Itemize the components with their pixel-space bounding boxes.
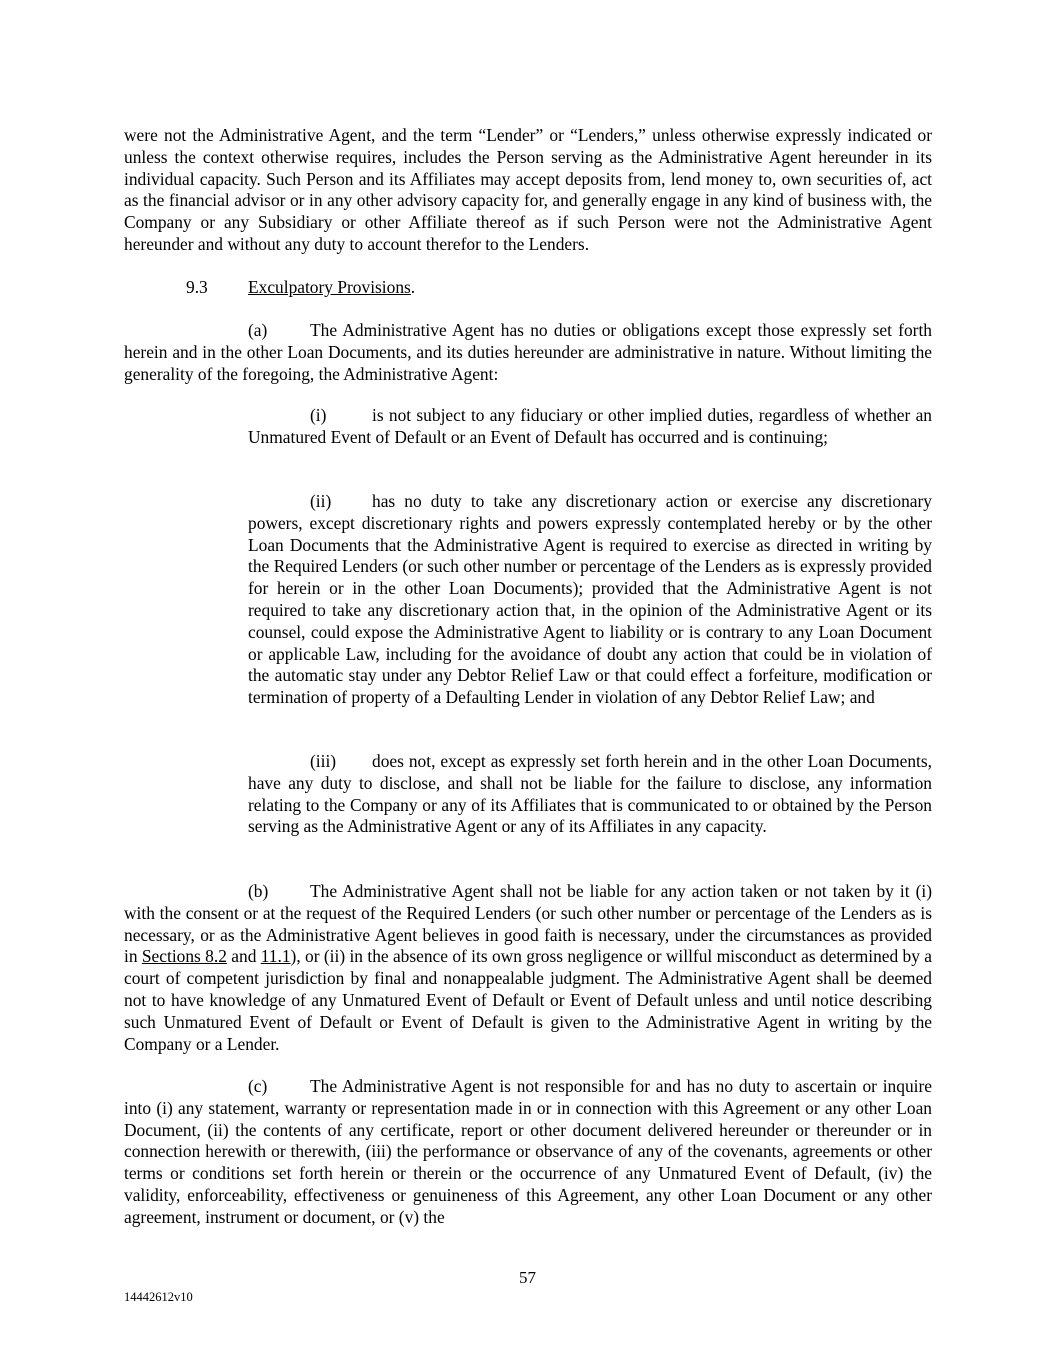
paragraph-b-label: (b) (248, 881, 269, 901)
paragraph-a-i-label: (i) (310, 405, 327, 425)
paragraph-b-text-2: and (226, 946, 261, 967)
paragraph-a-i (248, 405, 932, 449)
section-heading (124, 277, 415, 299)
cross-reference-11-1: 11.1 (260, 946, 291, 967)
paragraph-a-label: (a) (248, 320, 268, 340)
paragraph-a-ii (248, 491, 932, 709)
paragraph-c (124, 1076, 932, 1229)
section-number: 9.3 (186, 277, 208, 297)
paragraph-a-iii-text: does not, except as expressly set forth herein and in the other Loan Documents, have any duty to disclose, and shall not be liable for the failure to disclose, any information relating to the Company or any of its Affiliates that is communicated to or obtained by the Person serving as the Administrative Agent or any of its Affiliates in any capacity. (248, 751, 932, 837)
page-number: 57 (519, 1268, 536, 1287)
intro-paragraph: were not the Administrative Agent, and the term “Lender” or “Lenders,” unless otherwise expressly indicated or unless the context otherwise requires, includes the Person serving as the Administrative Agent hereunder in its individual capacity. Such Person and its Affiliates may accept deposits from, lend money to, own securities of, act as the financial advisor or in any other advisory capacity for, and generally engage in any kind of business with, the Company or any Subsidiary or other Affiliate thereof as if such Person were not the Administrative Agent hereunder and without any duty to account therefor to the Lenders. (124, 125, 932, 254)
paragraph-c-label: (c) (248, 1076, 268, 1096)
section-title-suffix: . (410, 277, 416, 297)
paragraph-b-text-1: The Administrative Agent shall not be liable for any action taken or not taken by it (i) with the consent or at the request of the Required Lenders (or such other number or percentage of the Lenders as is necessary, or as the Administrative Agent believes in good faith is necessary, under the circumstances as provided in (124, 881, 932, 967)
paragraph-a-ii-text: has no duty to take any discretionary action or exercise any discretionary powers, except discretionary rights and powers expressly contemplated hereby or by the other Loan Documents that the Administrative Agent is required to exercise as directed in writing by the Required Lenders (or such other number or percentage of the Lenders as is expressly provided for herein or in the other Loan Documents); provided that the Administrative Agent is not required to take any discretionary action that, in the opinion of the Administrative Agent or its counsel, could expose the Administrative Agent to liability or is contrary to any Loan Document or applicable Law, including for the avoidance of doubt any action that could be in violation of the automatic stay under any Debtor Relief Law or that could effect a forfeiture, modification or termination of property of a Defaulting Lender in violation of any Debtor Relief Law; and (248, 491, 932, 708)
paragraph-a-ii-label: (ii) (310, 491, 332, 511)
paragraph-c-text: The Administrative Agent is not responsible for and has no duty to ascertain or inquire into (i) any statement, warranty or representation made in or in connection with this Agreement or any other Loan Document, (ii) the contents of any certificate, report or other document delivered hereunder or thereunder or in connection herewith or therewith, (iii) the performance or observance of any of the covenants, agreements or other terms or conditions set forth herein or therein or the occurrence of any Unmatured Event of Default, (iv) the validity, enforceability, effectiveness or genuineness of this Agreement, any other Loan Document or any other agreement, instrument or document, or (v) the (124, 1076, 932, 1227)
paragraph-a-text: The Administrative Agent has no duties or obligations except those expressly set forth herein and in the other Loan Documents, and its duties hereunder are administrative in nature. Without limiting the generality of the foregoing, the Administrative Agent: (124, 320, 932, 384)
paragraph-b-text-3: ), or (ii) in the absence of its own gross negligence or willful misconduct as determined by a court of competent jurisdiction by final and nonappealable judgment. The Administrative Agent shall be deemed not to have knowledge of any Unmatured Event of Default or Event of Default unless and until notice describing such Unmatured Event of Default or Event of Default is given to the Administrative Agent in writing by the Company or a Lender. (124, 946, 932, 1054)
paragraph-a (124, 320, 932, 385)
paragraph-a-iii-label: (iii) (310, 751, 337, 771)
section-title: Exculpatory Provisions (248, 277, 411, 297)
paragraph-a-i-text: is not subject to any fiduciary or other implied duties, regardless of whether an Unmatured Event of Default or an Event of Default has occurred and is continuing; (248, 405, 932, 447)
paragraph-a-iii (248, 751, 932, 838)
cross-reference-sections-8-2: Sections 8.2 (141, 946, 227, 967)
document-id: 14442612v10 (124, 1290, 193, 1304)
paragraph-b (124, 881, 932, 1055)
